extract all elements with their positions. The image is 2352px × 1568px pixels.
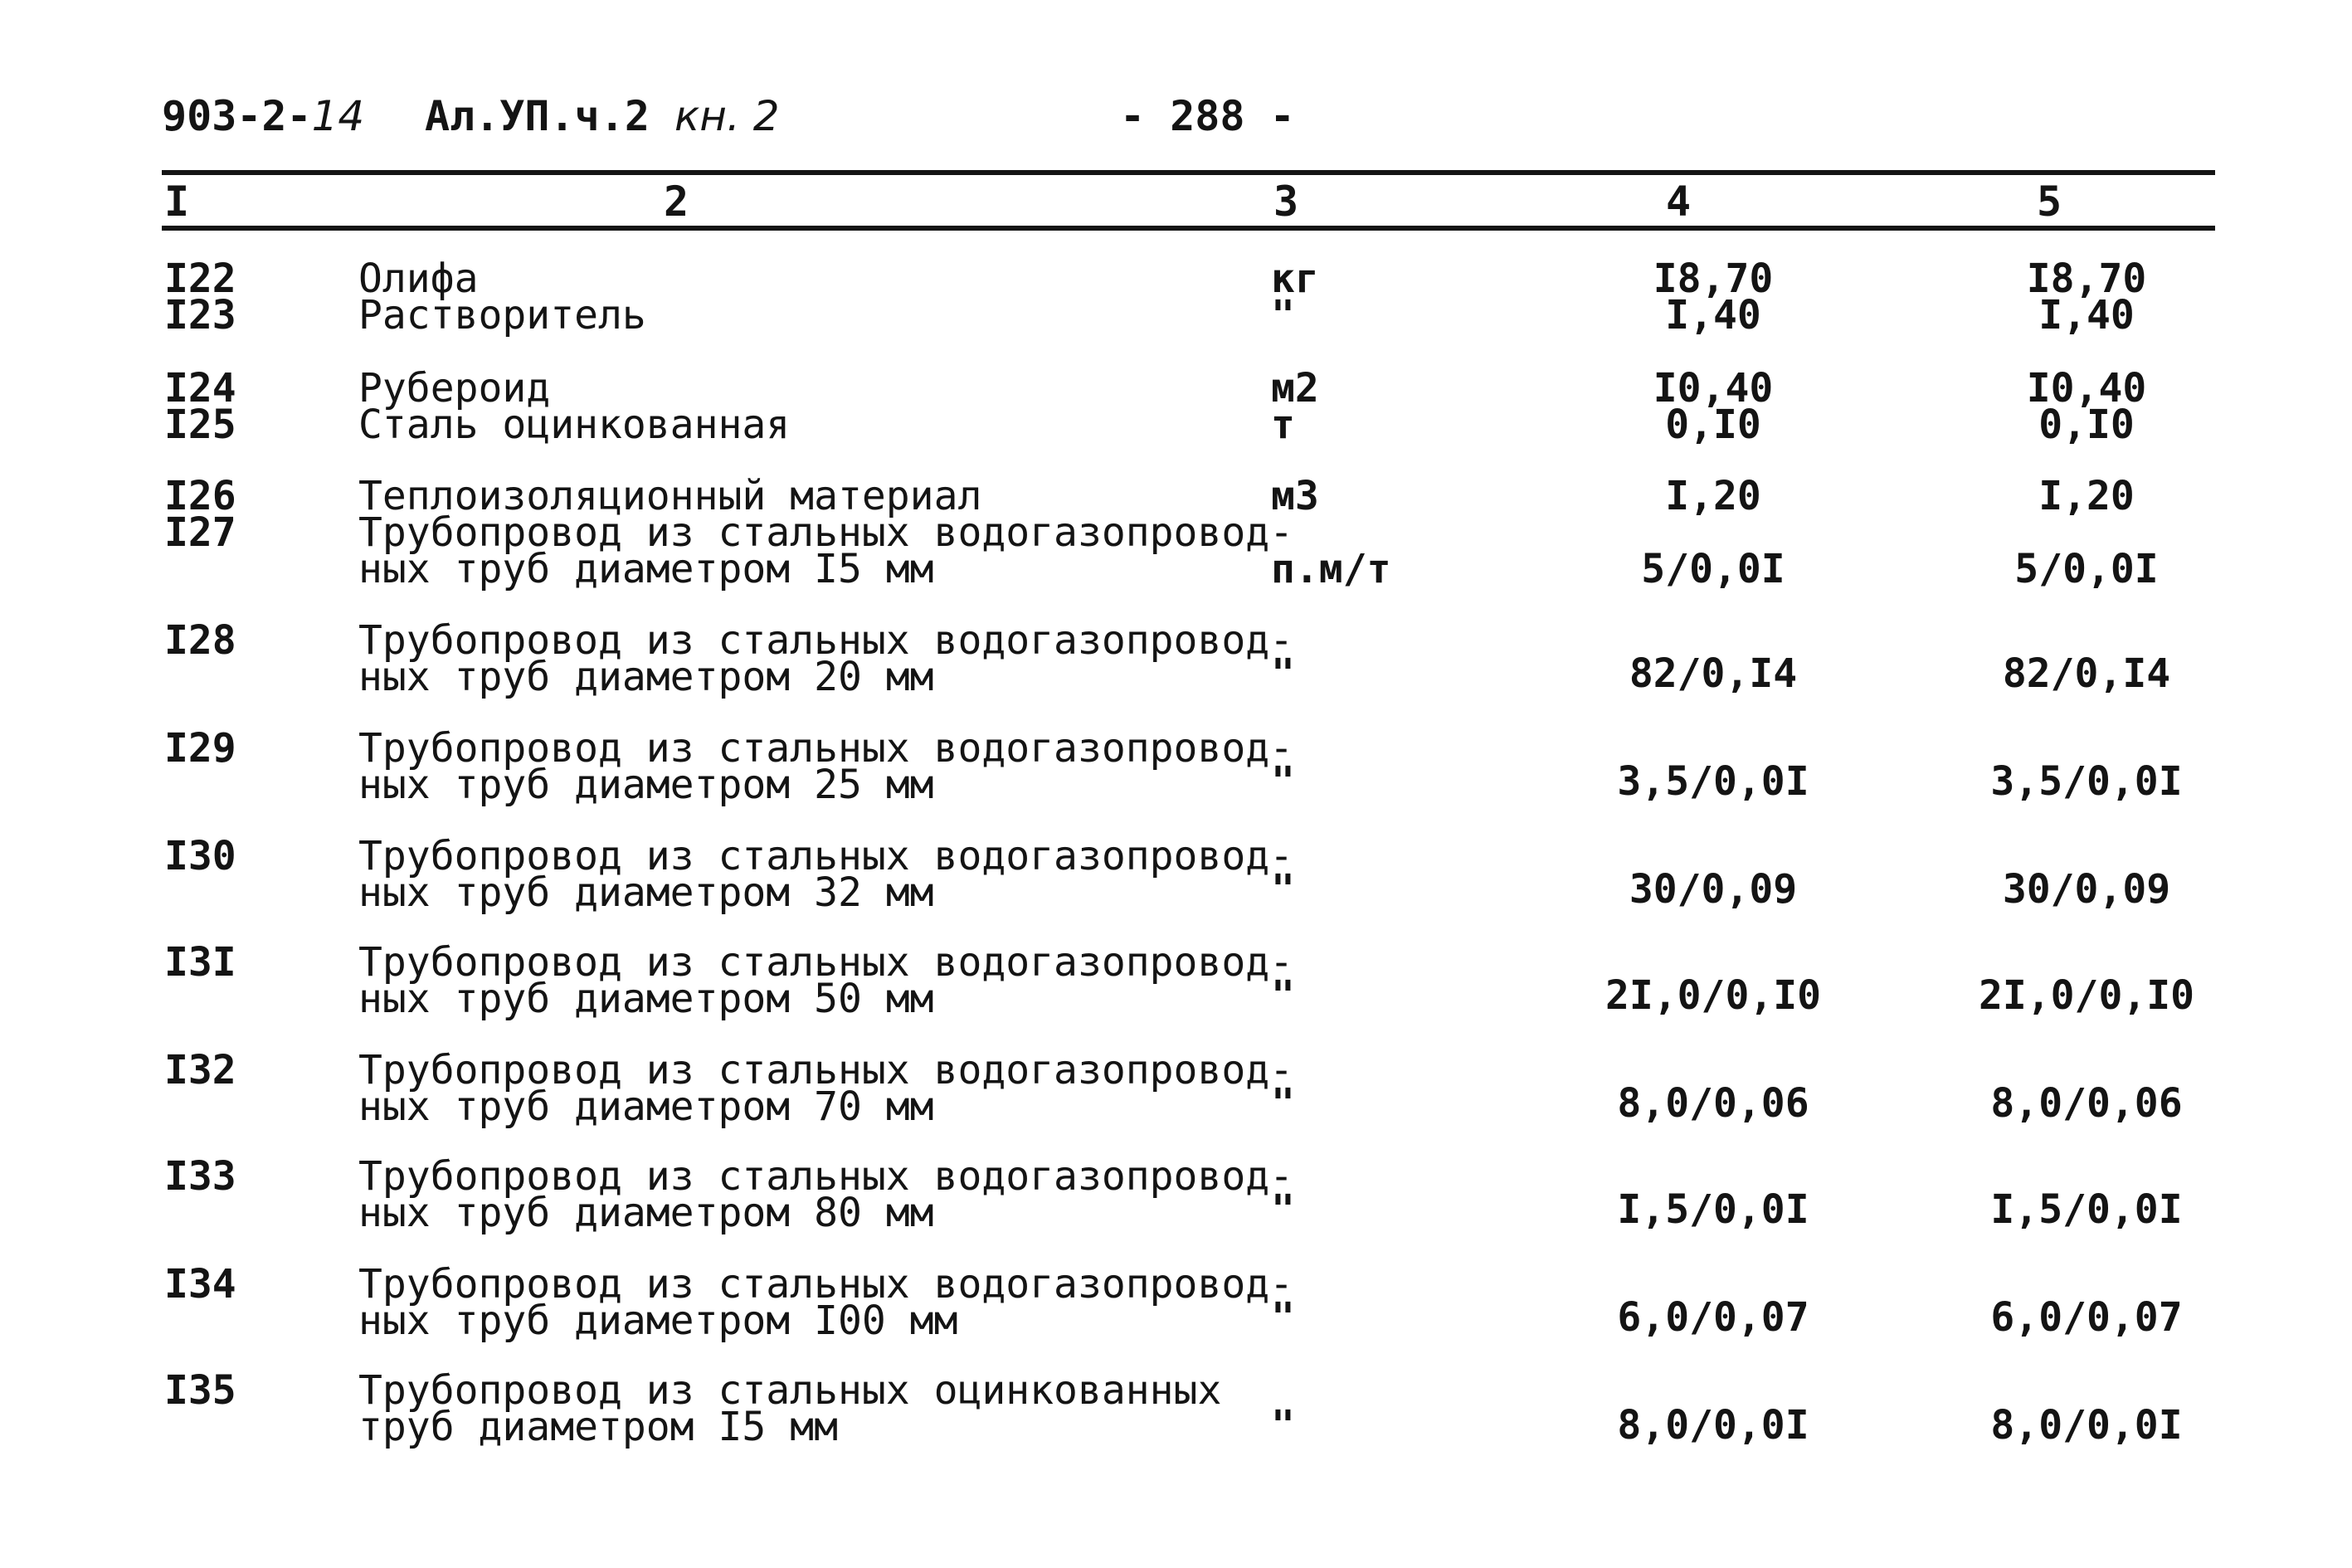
quantity-col4: 3,5/0,0I bbox=[1617, 758, 1809, 805]
row-number: I3I bbox=[164, 939, 236, 986]
item-name-line: Трубопровод из стальных водогазопровод- bbox=[358, 939, 1294, 986]
item-name-line: ных труб диаметром 80 мм bbox=[358, 1190, 934, 1236]
unit: " bbox=[1271, 1186, 1295, 1233]
quantity-col4: I,40 bbox=[1665, 292, 1761, 338]
page-number-text: - 288 - bbox=[1120, 92, 1295, 140]
quantity-col4: I8,70 bbox=[1653, 256, 1774, 302]
page-number bbox=[1120, 92, 1295, 140]
column-number-4: 4 bbox=[1666, 178, 1692, 226]
item-name bbox=[358, 1261, 1294, 1344]
table-header-rule bbox=[162, 226, 2215, 231]
quantity-col5: 0,I0 bbox=[2038, 402, 2135, 448]
quantity-col4: 6,0/0,07 bbox=[1617, 1294, 1809, 1341]
quantity-col5: I,40 bbox=[2038, 292, 2135, 338]
item-name-line: Растворитель bbox=[358, 292, 646, 338]
row-number: I30 bbox=[164, 833, 236, 879]
row-number: I29 bbox=[164, 725, 236, 772]
item-name-line: Теплоизоляционный материал bbox=[358, 473, 982, 519]
quantity-col4: I,20 bbox=[1665, 473, 1761, 519]
quantity-col4: 82/0,I4 bbox=[1629, 650, 1798, 697]
item-name-line: Трубопровод из стальных водогазопровод- bbox=[358, 617, 1294, 664]
item-name bbox=[358, 1367, 1222, 1450]
item-name-line: ных труб диаметром I5 мм bbox=[358, 546, 934, 592]
quantity-col5: I8,70 bbox=[2026, 256, 2147, 302]
unit: м3 bbox=[1271, 473, 1319, 519]
table-top-rule bbox=[162, 170, 2215, 175]
item-name-line: Трубопровод из стальных водогазопровод- bbox=[358, 1047, 1294, 1093]
item-name bbox=[358, 509, 1294, 592]
book-handwritten: кн. 2 bbox=[674, 92, 780, 140]
unit: " bbox=[1271, 650, 1295, 697]
row-number: I22 bbox=[164, 256, 236, 302]
item-name-line: ных труб диаметром 50 мм bbox=[358, 976, 934, 1022]
item-name bbox=[358, 725, 1294, 808]
row-number: I33 bbox=[164, 1153, 236, 1200]
quantity-col4: 0,I0 bbox=[1665, 402, 1761, 448]
quantity-col5: 6,0/0,07 bbox=[1990, 1294, 2183, 1341]
unit: п.м/т bbox=[1271, 546, 1391, 592]
unit: " bbox=[1271, 972, 1295, 1019]
item-name bbox=[358, 939, 1294, 1022]
quantity-col5: 8,0/0,0I bbox=[1990, 1402, 2183, 1449]
item-name-line: Рубероид bbox=[358, 365, 551, 411]
column-number-3: 3 bbox=[1273, 178, 1299, 226]
column-number-1: I bbox=[164, 178, 190, 226]
item-name bbox=[358, 402, 791, 448]
quantity-col4: 2I,0/0,I0 bbox=[1605, 972, 1822, 1019]
item-name bbox=[358, 1153, 1294, 1236]
quantity-col5: I,5/0,0I bbox=[1990, 1186, 2183, 1233]
quantity-col5: 2I,0/0,I0 bbox=[1978, 972, 2195, 1019]
quantity-col4: I0,40 bbox=[1653, 365, 1774, 411]
item-name-line: Трубопровод из стальных водогазопровод- bbox=[358, 1261, 1294, 1307]
row-number: I24 bbox=[164, 365, 236, 411]
row-number: I25 bbox=[164, 402, 236, 448]
unit: кг bbox=[1271, 256, 1319, 302]
quantity-col4: I,5/0,0I bbox=[1617, 1186, 1809, 1233]
row-number: I34 bbox=[164, 1261, 236, 1307]
unit: " bbox=[1271, 1080, 1295, 1127]
quantity-col4: 5/0,0I bbox=[1641, 546, 1785, 592]
quantity-col5: 82/0,I4 bbox=[2002, 650, 2171, 697]
item-name-line: ных труб диаметром 25 мм bbox=[358, 762, 934, 808]
row-number: I28 bbox=[164, 617, 236, 664]
item-name-line: ных труб диаметром 20 мм bbox=[358, 654, 934, 700]
album-text: Ал.УП.ч.2 bbox=[425, 92, 650, 140]
item-name-line: Трубопровод из стальных водогазопровод- bbox=[358, 833, 1294, 879]
doc-code-handwritten: 14 bbox=[311, 92, 365, 140]
quantity-col4: 8,0/0,06 bbox=[1617, 1080, 1809, 1127]
item-name-line: Трубопровод из стальных водогазопровод- bbox=[358, 1153, 1294, 1200]
unit: " bbox=[1271, 1294, 1295, 1341]
unit: " bbox=[1271, 758, 1295, 805]
item-name-line: ных труб диаметром 70 мм bbox=[358, 1083, 934, 1130]
unit: " bbox=[1271, 292, 1295, 338]
item-name-line: ных труб диаметром I00 мм bbox=[358, 1298, 958, 1344]
quantity-col5: 30/0,09 bbox=[2002, 866, 2171, 913]
item-name-line: Олифа bbox=[358, 256, 479, 302]
item-name bbox=[358, 617, 1294, 700]
item-name-line: Трубопровод из стальных водогазопровод- bbox=[358, 509, 1294, 556]
row-number: I23 bbox=[164, 292, 236, 338]
item-name-line: Трубопровод из стальных водогазопровод- bbox=[358, 725, 1294, 772]
item-name bbox=[358, 1047, 1294, 1130]
row-number: I32 bbox=[164, 1047, 236, 1093]
item-name-line: Трубопровод из стальных оцинкованных bbox=[358, 1367, 1222, 1414]
unit: т bbox=[1271, 402, 1295, 448]
item-name-line: труб диаметром I5 мм bbox=[358, 1404, 838, 1450]
quantity-col5: I,20 bbox=[2038, 473, 2135, 519]
item-name-line: Сталь оцинкованная bbox=[358, 402, 791, 448]
album-reference bbox=[425, 92, 780, 140]
unit: " bbox=[1271, 866, 1295, 913]
unit: " bbox=[1271, 1402, 1295, 1449]
item-name bbox=[358, 292, 646, 338]
quantity-col5: 3,5/0,0I bbox=[1990, 758, 2183, 805]
item-name-line: ных труб диаметром 32 мм bbox=[358, 869, 934, 916]
doc-code-text: 903-2- bbox=[162, 92, 312, 140]
row-number: I27 bbox=[164, 509, 236, 556]
item-name bbox=[358, 833, 1294, 916]
row-number: I35 bbox=[164, 1367, 236, 1414]
doc-code bbox=[162, 92, 365, 140]
quantity-col5: 5/0,0I bbox=[2014, 546, 2159, 592]
column-number-5: 5 bbox=[2037, 178, 2062, 226]
unit: м2 bbox=[1271, 365, 1319, 411]
quantity-col4: 8,0/0,0I bbox=[1617, 1402, 1809, 1449]
quantity-col5: 8,0/0,06 bbox=[1990, 1080, 2183, 1127]
row-number: I26 bbox=[164, 473, 236, 519]
column-number-2: 2 bbox=[664, 178, 689, 226]
quantity-col4: 30/0,09 bbox=[1629, 866, 1798, 913]
quantity-col5: I0,40 bbox=[2026, 365, 2147, 411]
